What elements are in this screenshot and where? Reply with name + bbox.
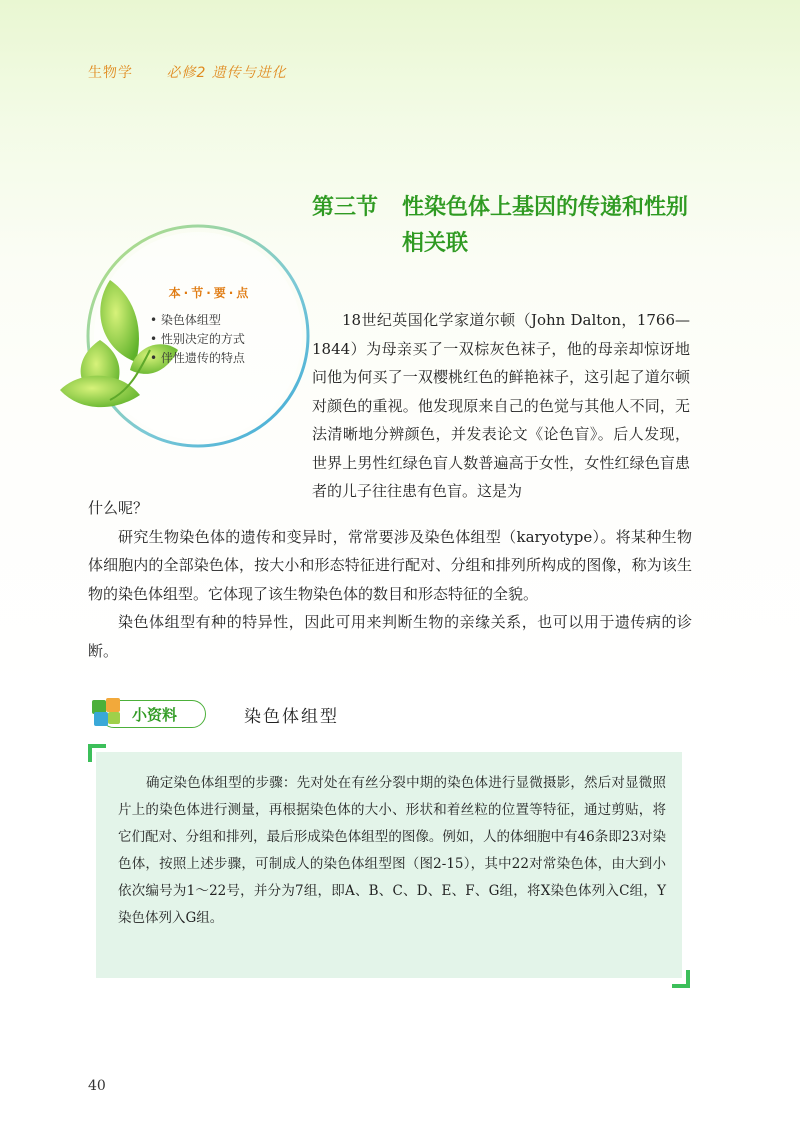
body-text [88,494,692,665]
key-points-title: 本·节·要·点 [168,286,252,300]
header-volume: 必修2 遗传与进化 [166,65,287,81]
intro-text: 18世纪英国化学家道尔顿（John Dalton，1766—1844）为母亲买了一双棕灰色袜子，他的母亲却惊讶地问他为何买了一双樱桃红色的鲜艳袜子，这引起了道尔顿对颜色的重视。他发现原来自己的色觉与其他人不同，无法清晰地分辨颜色，并发表论文《论色盲》。后人发现，世界上男性红绿色盲人数普遍高于女性，女性红绿色盲患者的儿子往往患有色盲。这是为 [312,311,690,500]
key-points-list [150,311,270,368]
section-number: 第三节 [312,195,379,220]
intro-continuation: 什么呢？ [88,499,149,517]
key-point-item: • 性别决定的方式 [150,330,270,349]
key-point-item: • 染色体组型 [150,311,270,330]
intro-paragraph [312,306,690,506]
corner-bracket-bottom-right [672,970,690,988]
section-title-line1: 性染色体上基因的传递和性别 [402,195,689,220]
info-text-block [118,770,666,932]
info-badge-label: 小资料 [132,706,178,724]
key-points-box [150,284,270,368]
corner-bracket-top-left [88,744,106,762]
running-header [88,62,287,82]
info-text: 确定染色体组型的步骤：先对处在有丝分裂中期的染色体进行显微摄影，然后对显微照片上的染色体进行测量，再根据染色体的大小、形状和着丝粒的位置等特征，通过剪贴，将它们配对、分组和排列，最后形成染色体组型的图像。例如，人的体细胞中有46条即23对染色体，按照上述步骤，可制成人的染色体组型图（图2-15），其中22对常染色体，由大到小依次编号为1～22号，并分为7组，即A、B、C、D、E、F、G组，将X染色体列入C组，Y染色体列入G组。 [118,775,666,926]
body-paragraph-1: 研究生物染色体的遗传和变异时，常常要涉及染色体组型（karyotype）。将某种生物体细胞内的全部染色体，按大小和形态特征进行配对、分组和排列所构成的图像，称为该生物的染色体组型。它体现了该生物染色体的数目和形态特征的全貌。 [88,527,692,603]
info-badge [90,694,206,730]
key-point-item: • 伴性遗传的特点 [150,349,270,368]
body-paragraph-2: 染色体组型有种的特异性，因此可用来判断生物的亲缘关系，也可以用于遗传病的诊断。 [88,613,692,660]
info-title: 染色体组型 [244,707,339,727]
section-title [312,190,732,262]
page-number: 40 [88,1078,106,1094]
header-subject: 生物学 [88,65,133,81]
puzzle-icon [90,694,130,730]
section-title-line2: 相关联 [402,231,469,256]
